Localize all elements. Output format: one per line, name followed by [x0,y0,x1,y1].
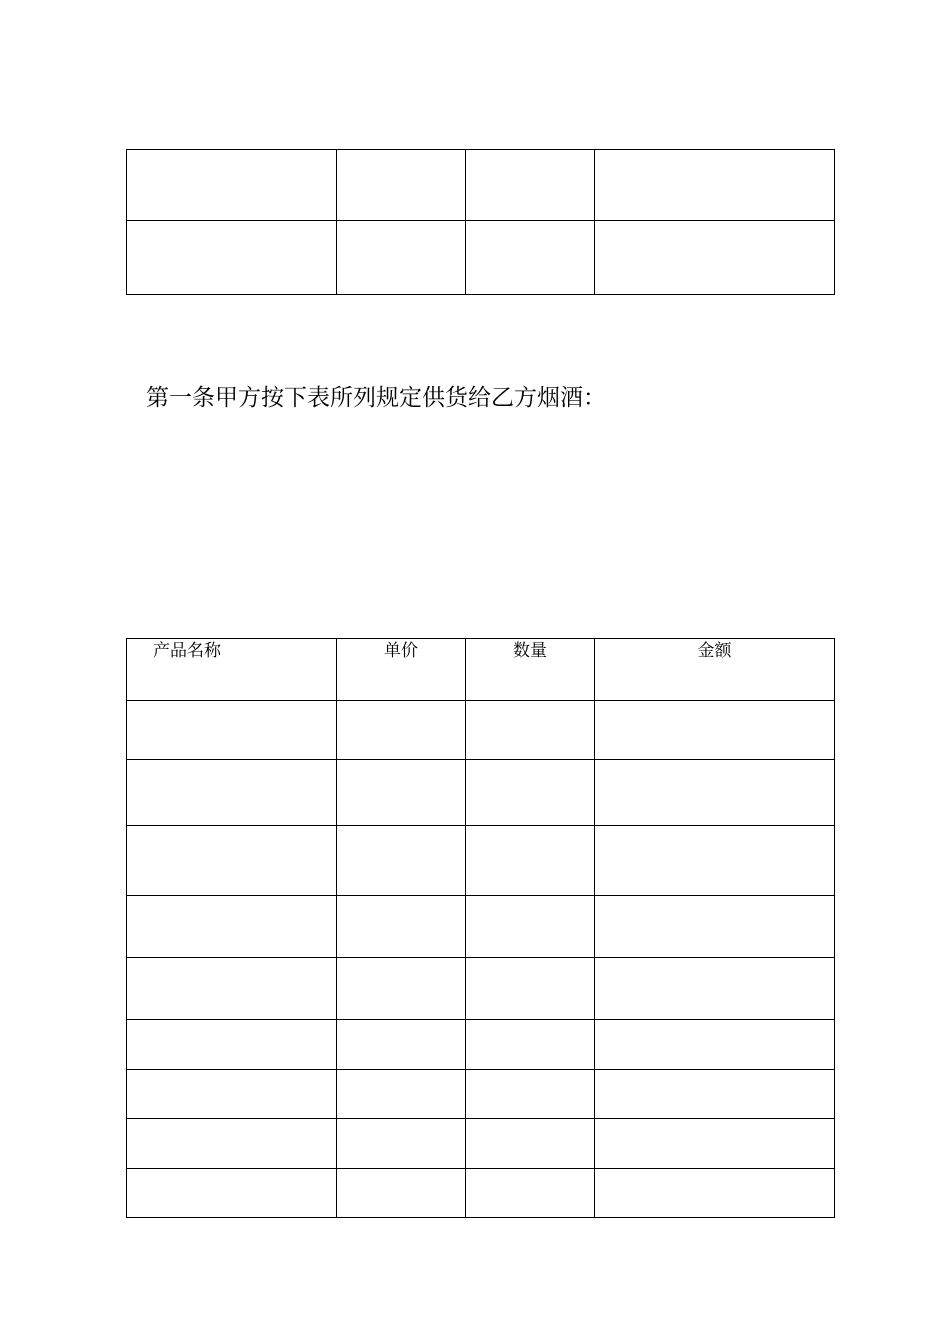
table-cell [337,760,466,826]
table-header-row [127,639,835,701]
table-cell [595,1070,835,1119]
table-cell [337,221,466,295]
table-cell [337,701,466,760]
table-cell [127,826,337,896]
header-amount: 金额 [595,639,835,701]
table-cell [337,826,466,896]
table-cell [337,1169,466,1218]
table-cell [595,221,835,295]
table-cell [337,958,466,1020]
table-row [127,1070,835,1119]
table-cell [127,896,337,958]
table-cell [127,1020,337,1070]
table-row [127,826,835,896]
table-cell [127,701,337,760]
clause-text: 第一条甲方按下表所列规定供货给乙方烟酒： [146,385,606,411]
table-row [127,150,835,221]
table-cell [127,150,337,221]
table-row [127,1020,835,1070]
table-row [127,896,835,958]
table-cell [466,896,595,958]
header-product-name: 产品名称 [127,639,337,701]
table-row [127,701,835,760]
table-cell [595,701,835,760]
table-cell [595,826,835,896]
table-row [127,958,835,1020]
header-quantity: 数量 [466,639,595,701]
table-cell [127,1070,337,1119]
header-unit-price: 单价 [337,639,466,701]
table-cell [466,826,595,896]
table-cell [466,150,595,221]
table-cell [127,1169,337,1218]
table-cell [466,1020,595,1070]
table-row [127,1169,835,1218]
top-empty-table [126,149,835,295]
table-row [127,1119,835,1169]
table-cell [337,1070,466,1119]
table-cell [595,896,835,958]
table-cell [595,760,835,826]
table-cell [337,1119,466,1169]
table-row [127,760,835,826]
table-cell [595,1020,835,1070]
table-cell [595,150,835,221]
table-cell [127,958,337,1020]
table-cell [466,760,595,826]
goods-table [126,638,835,1218]
table-cell [127,221,337,295]
table-cell [595,1119,835,1169]
table-cell [466,1169,595,1218]
table-cell [127,760,337,826]
table-cell [337,150,466,221]
table-row [127,221,835,295]
table-cell [466,701,595,760]
table-cell [466,1119,595,1169]
table-cell [466,221,595,295]
table-cell [337,896,466,958]
table-cell [337,1020,466,1070]
table-cell [127,1119,337,1169]
table-cell [466,1070,595,1119]
table-cell [466,958,595,1020]
table-cell [595,1169,835,1218]
table-cell [595,958,835,1020]
